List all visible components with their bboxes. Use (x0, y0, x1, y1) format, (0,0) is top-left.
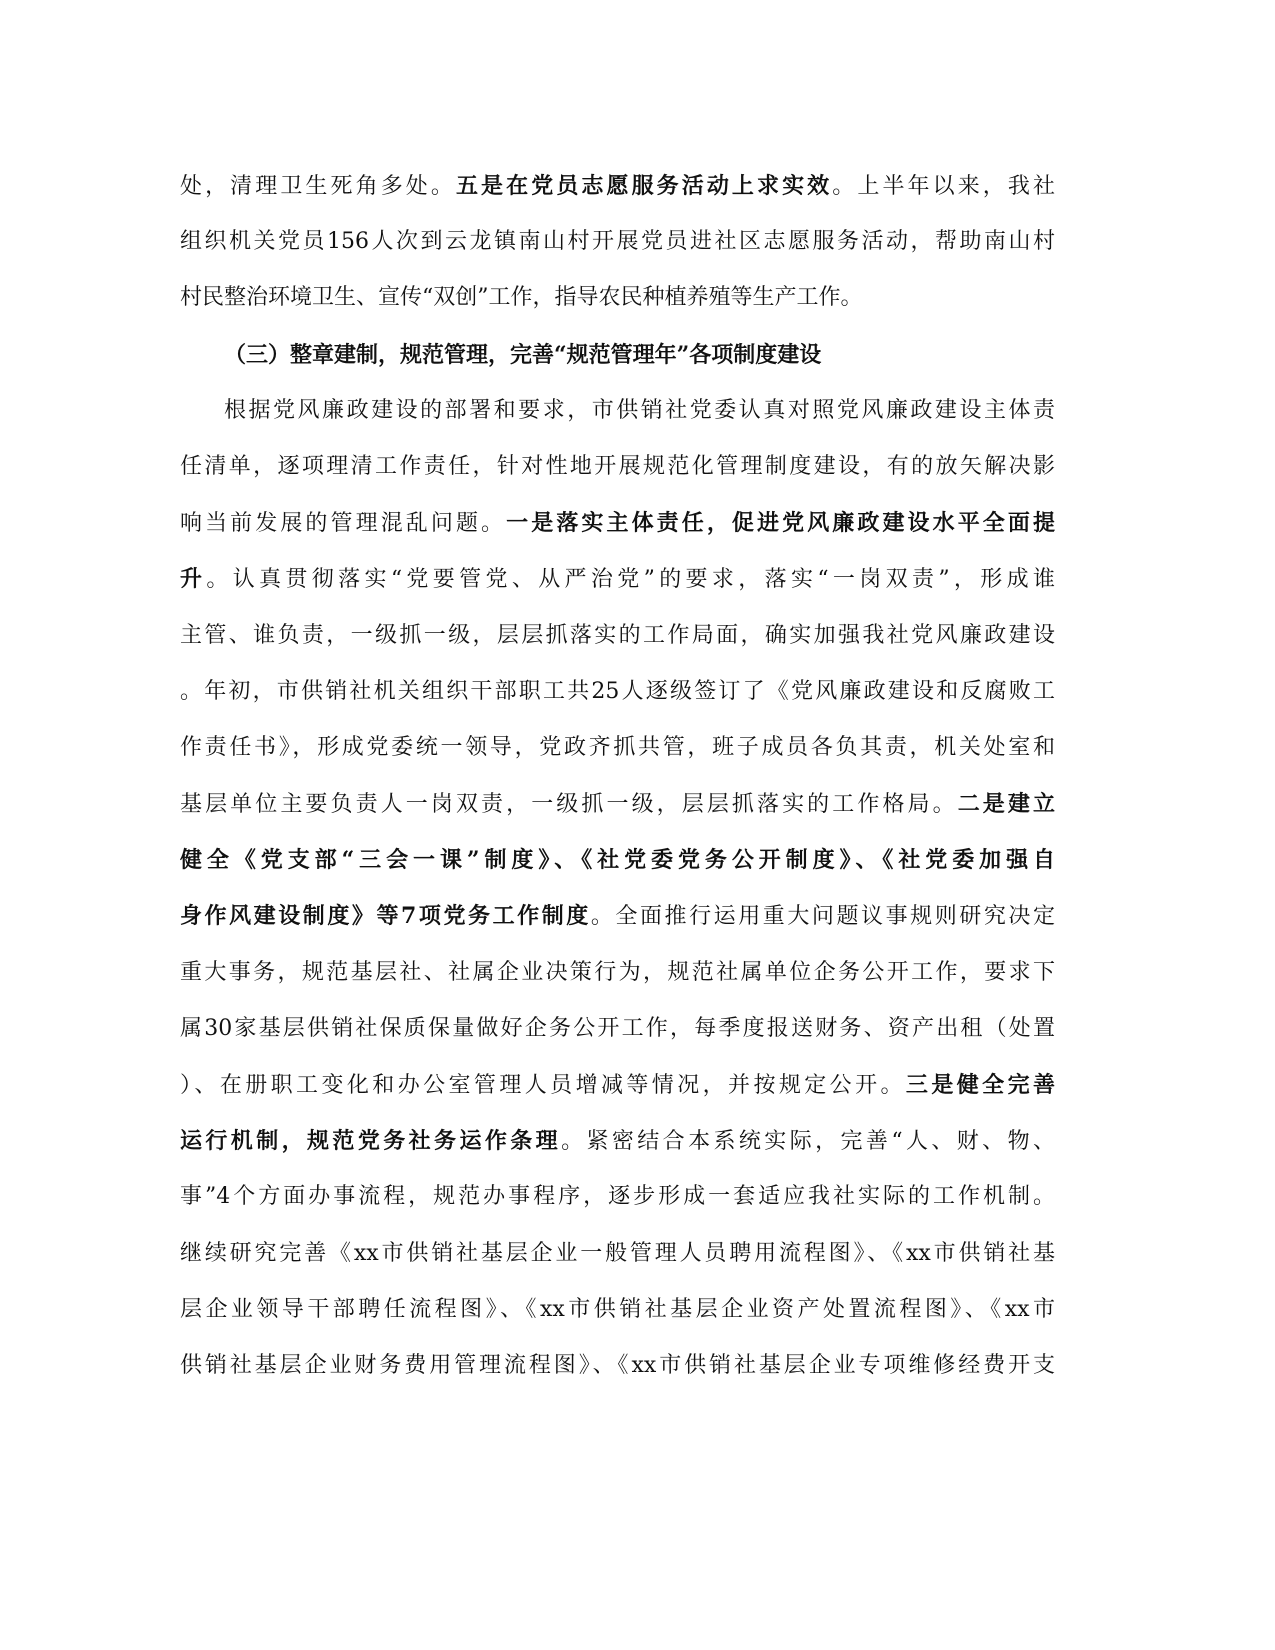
text-segment: 响当前发展的管理混乱问题。 (180, 511, 507, 537)
text-segment: 。上半年以来，我社 (832, 174, 1055, 199)
text-line (180, 551, 1055, 607)
text-segment: 属30家基层供销社保质保量做好企务公开工作，每季度报送财务、资产出租（处置 (180, 1015, 1055, 1041)
text-segment: 供销社基层企业财务费用管理流程图》、《xx市供销社基层企业专项维修经费开支 (180, 1352, 1055, 1378)
text-segment: 层企业领导干部聘任流程图》、《xx市供销社基层企业资产处置流程图》、《xx市 (180, 1296, 1055, 1322)
heading-text: （三）整章建制，规范管理，完善“规范管理年”各项制度建设 (224, 341, 822, 368)
text-line (180, 270, 1055, 326)
bold-segment: 一是落实主体责任，促进党风廉政建设水平全面提 (506, 510, 1055, 537)
text-segment: 主管、谁负责，一级抓一级，层层抓落实的工作局面，确实加强我社党风廉政建设 (180, 622, 1055, 648)
text-line (180, 1057, 1055, 1113)
text-segment: 。认真贯彻落实“党要管党、从严治党”的要求，落实“一岗双责”，形成谁 (206, 567, 1055, 593)
bold-segment: 三是健全完善 (905, 1072, 1055, 1098)
text-segment: 。全面推行运用重大问题议事规则研究决定 (590, 904, 1055, 930)
text-segment: 村民整治环境卫生、宣传“双创”工作，指导农民种植养殖等生产工作。 (180, 285, 863, 311)
text-segment: 组织机关党员156人次到云龙镇南山村开展党员进社区志愿服务活动，帮助南山村 (180, 229, 1055, 255)
bold-segment: 身作风建设制度》等7项党务工作制度 (180, 903, 591, 930)
text-line (180, 1226, 1055, 1282)
text-segment: 继续研究完善《xx市供销社基层企业一般管理人员聘用流程图》、《xx市供销社基 (180, 1240, 1055, 1266)
text-segment: 任清单，逐项理清工作责任，针对性地开展规范化管理制度建设，有的放矢解决影 (180, 453, 1055, 479)
bold-segment: 五是在党员志愿服务活动上求实效 (455, 173, 833, 199)
text-segment: 。紧密结合本系统实际，完善“人、财、物、 (561, 1129, 1055, 1155)
text-line (180, 664, 1055, 720)
text-line (180, 495, 1055, 551)
text-line (180, 383, 1055, 439)
text-line (180, 1282, 1055, 1338)
text-line (180, 1001, 1055, 1057)
text-segment: 。年初，市供销社机关组织干部职工共25人逐级签订了《党风廉政建设和反腐败工 (180, 678, 1055, 704)
text-line (180, 888, 1055, 944)
text-line (180, 720, 1055, 776)
bold-segment: 升 (180, 566, 207, 593)
text-segment: 重大事务，规范基层社、社属企业决策行为，规范社属单位企务公开工作，要求下 (180, 959, 1055, 985)
text-line (180, 608, 1055, 664)
text-line (180, 945, 1055, 1001)
text-line (180, 214, 1055, 270)
text-line (180, 158, 1055, 214)
bold-segment: 二是建立 (957, 791, 1055, 818)
text-line (180, 1338, 1055, 1394)
bold-segment: 运行机制，规范党务社务运作条理 (180, 1128, 562, 1155)
text-line (180, 776, 1055, 832)
text-segment: 基层单位主要负责人一岗双责，一级抓一级，层层抓落实的工作格局。 (180, 792, 958, 818)
text-segment: 作责任书》，形成党委统一领导，党政齐抓共管，班子成员各负其责，机关处室和 (180, 734, 1055, 760)
text-segment: 事”4个方面办事流程，规范办事程序，逐步形成一套适应我社实际的工作机制。 (180, 1184, 1055, 1210)
text-segment: ）、在册职工变化和办公室管理人员增减等情况，并按规定公开。 (180, 1073, 906, 1098)
text-line (180, 439, 1055, 495)
document-body (180, 158, 1055, 1394)
text-line (180, 1169, 1055, 1225)
bold-segment: 健全《党支部“三会一课”制度》、《社党委党务公开制度》、《社党委加强自 (180, 847, 1055, 874)
text-line (180, 832, 1055, 888)
section-heading (180, 327, 1055, 383)
text-segment: 处，清理卫生死角多处。 (180, 174, 456, 199)
text-segment: 根据党风廉政建设的部署和要求，市供销社党委认真对照党风廉政建设主体责 (224, 397, 1055, 423)
text-line (180, 1113, 1055, 1169)
